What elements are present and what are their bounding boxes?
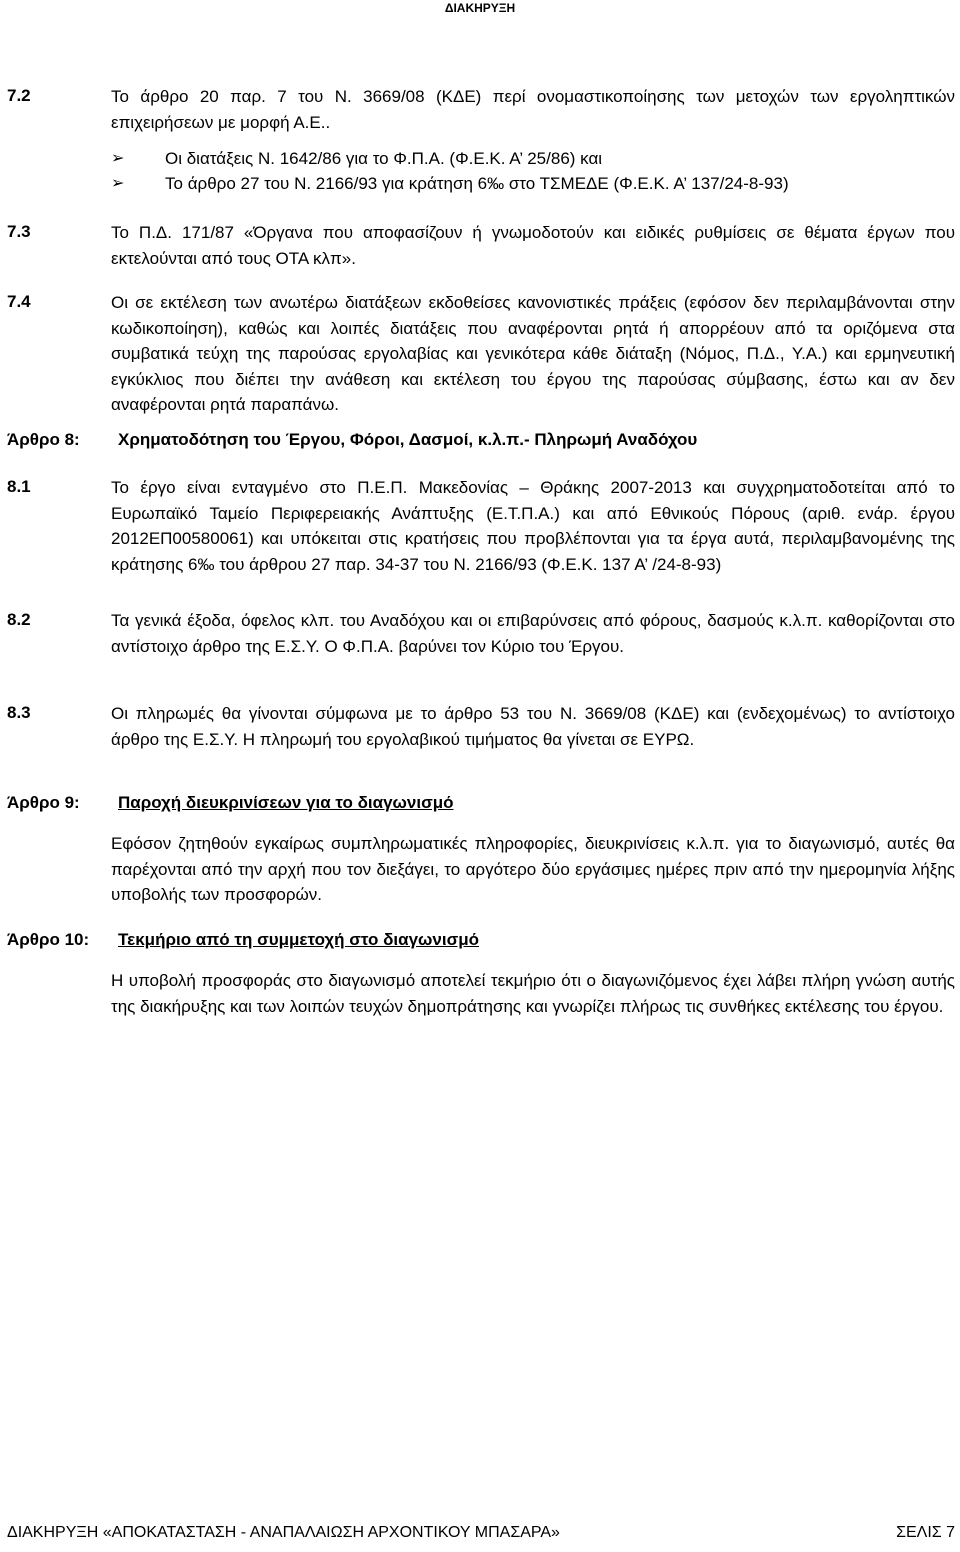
article-10-label: Άρθρο 10: [7, 930, 90, 949]
page-number: ΣΕΛΙΣ 7 [896, 1524, 955, 1541]
bullet-item: Το άρθρο 27 του Ν. 2166/93 για κράτηση 6‰ στο ΤΣΜΕΔΕ (Φ.Ε.Κ. Α’ 137/24-8-93) [165, 174, 789, 193]
article-10-text: Η υποβολή προσφοράς στο διαγωνισμό αποτελεί τεκμήριο ότι ο διαγωνιζόμενος έχει λάβει πλήρη γνώση αυτής της διακήρυξης και των λοιπών τευχών δημοπράτησης και γνωρίζει πλήρως τις συνθήκες εκτέλεσης του έργου. [111, 971, 955, 1016]
article-8-title: Χρηματοδότηση του Έργου, Φόροι, Δασμοί, κ.λ.π.- Πληρωμή Αναδόχου [118, 430, 698, 449]
section-text: Οι σε εκτέλεση των ανωτέρω διατάξεων εκδοθείσες κανονιστικές πράξεις (εφόσον δεν περιλαμβάνονται στην κωδικοποίηση), καθώς και λοιπές διατάξεις που αναφέρονται ρητά ή απορρέουν από τα οριζόμενα στα συμβατικά τεύχη της παρούσας εργολαβίας και γενικότερα κάθε διάταξη (Νόμος, Π.Δ., Υ.Α.) και ερμηνευτική εγκύκλιος που διέπει την ανάθεση και εκτέλεση του έργου της παρούσας σύμβασης, έστω και αν δεν αναφέρονται ρητά παραπάνω. [111, 293, 955, 414]
section-number: 8.1 [7, 477, 31, 496]
section-number: 8.2 [7, 610, 31, 629]
section-text: Τα γενικά έξοδα, όφελος κλπ. του Αναδόχου και οι επιβαρύνσεις από φόρους, δασμούς κ.λ.π. καθορίζονται στο αντίστοιχο άρθρο της Ε.Σ.Υ. Ο Φ.Π.Α. βαρύνει τον Κύριο του Έργου. [111, 611, 955, 656]
footer-title: ΔΙΑΚΗΡΥΞΗ «ΑΠΟΚΑΤΑΣΤΑΣΗ - ΑΝΑΠΑΛΑΙΩΣΗ ΑΡΧΟΝΤΙΚΟΥ ΜΠΑΣΑΡΑ» [7, 1524, 560, 1541]
section-number: 7.3 [7, 222, 31, 241]
section-text: Οι πληρωμές θα γίνονται σύμφωνα με το άρθρο 53 του Ν. 3669/08 (ΚΔΕ) και (ενδεχομένως) το αντίστοιχο άρθρο της Ε.Σ.Υ. Η πληρωμή του εργολαβικού τιμήματος θα γίνεται σε ΕΥΡΩ. [111, 704, 955, 749]
document-header: ΔΙΑΚΗΡΥΞΗ [444, 1, 516, 15]
arrow-bullet-icon: ➢ [111, 150, 125, 167]
section-text: Το άρθρο 20 παρ. 7 του Ν. 3669/08 (ΚΔΕ) περί ονομαστικοποίησης των μετοχών των εργοληπτικών επιχειρήσεων με μορφή Α.Ε.. [111, 87, 955, 132]
article-8-label: Άρθρο 8: [7, 430, 80, 449]
section-number: 7.4 [7, 292, 31, 311]
article-9-label: Άρθρο 9: [7, 793, 80, 812]
article-9-text: Εφόσον ζητηθούν εγκαίρως συμπληρωματικές πληροφορίες, διευκρινίσεις κ.λ.π. για το διαγωνισμό, αυτές θα παρέχονται από την αρχή που τον διεξάγει, το αργότερο δύο εργάσιμες ημέρες πριν από την ημερομηνία λήξης υποβολής των προσφορών. [111, 834, 955, 904]
article-9-title: Παροχή διευκρινίσεων για το διαγωνισμό [118, 793, 454, 812]
arrow-bullet-icon: ➢ [111, 175, 125, 192]
section-text: Το έργο είναι ενταγμένο στο Π.Ε.Π. Μακεδονίας – Θράκης 2007-2013 και συγχρηματοδοτείται από το Ευρωπαϊκό Ταμείο Περιφερειακής Ανάπτυξης (Ε.Τ.Π.Α.) και από Εθνικούς Πόρους (αριθ. ενάρ. έργου 2012ΕΠ00580061) και υπόκειται στις κρατήσεις που προβλέπονται για τα έργα αυτά, περιλαμβανομένης της κράτησης 6‰ του άρθρου 27 παρ. 34-37 του Ν. 2166/93 (Φ.Ε.Κ. 137 Α’ /24-8-93) [111, 478, 955, 574]
bullet-list [7, 146, 955, 198]
section-number: 8.3 [7, 703, 31, 722]
bullet-item: Οι διατάξεις Ν. 1642/86 για το Φ.Π.Α. (Φ.Ε.Κ. Α’ 25/86) και [165, 149, 603, 168]
section-number: 7.2 [7, 86, 31, 105]
article-10-title: Τεκμήριο από τη συμμετοχή στο διαγωνισμό [118, 930, 479, 949]
section-text: Το Π.Δ. 171/87 «Όργανα που αποφασίζουν ή γνωμοδοτούν και ειδικές ρυθμίσεις σε θέματα έργων που εκτελούνται από τους ΟΤΑ κλπ». [111, 223, 955, 268]
